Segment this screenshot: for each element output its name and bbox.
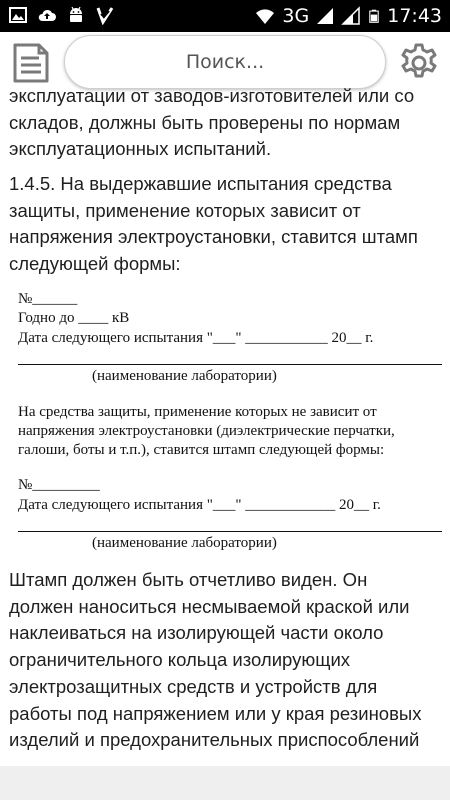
stamp1-caption: (наименование лаборатории) [92, 368, 277, 384]
wifi-icon [254, 6, 276, 26]
search-input[interactable] [65, 51, 385, 73]
stamp2-next-test-date: Дата следующего испытания "___" ____________ 20__ г. [18, 497, 381, 513]
stamp1-valid-until: Годно до ____ кВ [18, 310, 130, 326]
text-line: 1.4.5. На выдержавшие испытания средства [9, 173, 392, 194]
text-line: электрозащитных средств и устройств для [9, 675, 378, 697]
text-line: следующей формы: [9, 253, 181, 275]
paragraph-stamp-visibility [9, 567, 441, 754]
stamp1-rule [18, 364, 442, 365]
stamp1-number: №______ [18, 291, 78, 307]
text-line: эксплуатационных испытаний. [9, 138, 272, 160]
text-line: напряжения электроустановки, ставится штамп [9, 226, 418, 248]
text-line: ограничительного кольца изолирующих [9, 649, 351, 671]
signal-icon [315, 6, 335, 26]
network-type: 3G [282, 5, 310, 27]
stamp2-number: №_________ [18, 477, 100, 493]
android-icon [66, 5, 86, 25]
stamp1-next-test-date: Дата следующего испытания "___" ___________ 20__ г. [18, 330, 374, 346]
paragraph-1-4-5 [9, 171, 441, 278]
text-line: Штамп должен быть отчетливо виден. Он [9, 569, 368, 590]
battery-icon [367, 5, 381, 27]
document-content[interactable] [0, 76, 450, 766]
text-line: должен наноситься несмываемой краской или [9, 595, 410, 617]
clock: 17:43 [387, 5, 442, 27]
text-line: изделий и предохранительных приспособлений [9, 729, 420, 751]
text-line: наклеиваться на изолирующей части около [9, 622, 384, 644]
status-bar [0, 0, 450, 32]
stamp-text-line: напряжения электроустановки (диэлектрические перчатки, [18, 423, 395, 439]
cloud-upload-icon [37, 5, 57, 25]
text-line: эксплуатации от заводов-изготовителей или со [9, 85, 415, 106]
stamp-text-line: На средства защиты, применение которых не зависит от [18, 404, 377, 420]
signal-icon [341, 6, 361, 26]
text-line: складов, должны быть проверены по нормам [9, 111, 401, 133]
text-line: работы под напряжением или у края резиновых [9, 702, 422, 724]
image-icon [8, 5, 28, 25]
system-icons [254, 4, 442, 28]
stamp-text-line: галоши, боты и т.п.), ставится штамп следующей формы: [18, 442, 385, 458]
text-line: защиты, применение которых зависит от [9, 199, 361, 221]
stamp-forms-image [18, 290, 442, 560]
stamp2-caption: (наименование лаборатории) [92, 535, 277, 551]
paragraph-continued [9, 83, 441, 163]
stamp2-rule [18, 531, 442, 532]
check-icon [95, 5, 115, 25]
bottom-bar [0, 766, 450, 800]
notification-icons [8, 5, 115, 25]
